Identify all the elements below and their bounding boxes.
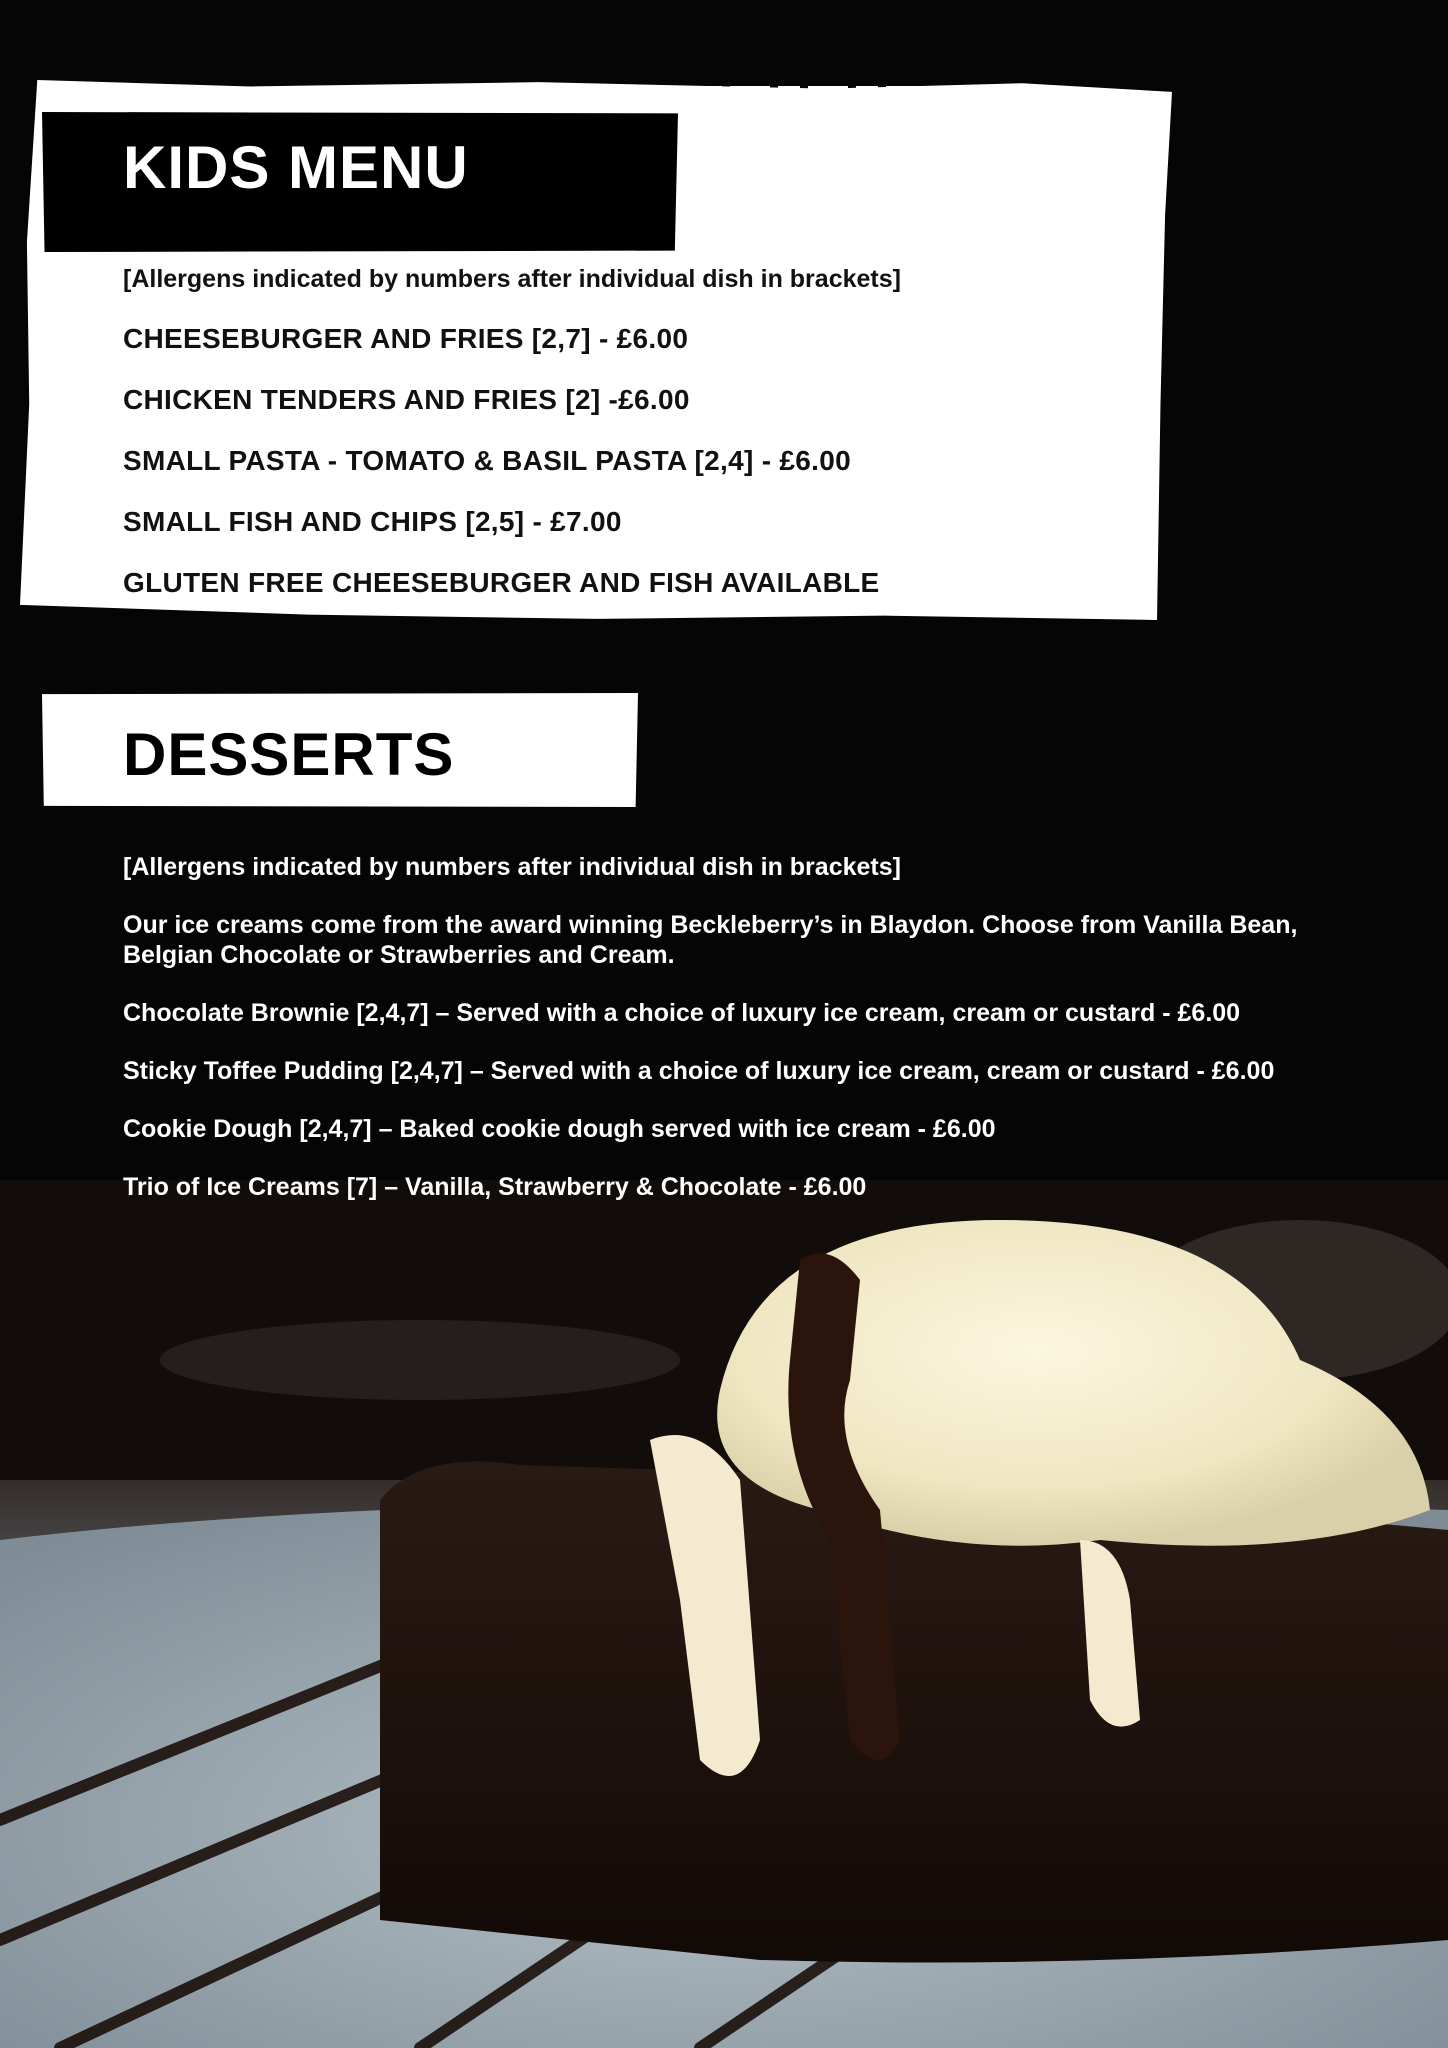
dessert-item: Chocolate Brownie [2,4,7] – Served with a choice of luxury ice cream, cream or custard - £6.00 xyxy=(123,999,1241,1027)
desserts-allergen-note: [Allergens indicated by numbers after individual dish in brackets] xyxy=(123,853,901,881)
desserts-title: DESSERTS xyxy=(123,721,455,788)
dessert-item: Sticky Toffee Pudding [2,4,7] – Served with a choice of luxury ice cream, cream or custard - £6.00 xyxy=(123,1057,1275,1085)
dessert-item: Trio of Ice Creams [7] – Vanilla, Strawberry & Chocolate - £6.00 xyxy=(123,1173,867,1201)
dessert-illustration xyxy=(0,1180,1448,2048)
dessert-item: Cookie Dough [2,4,7] – Baked cookie dough served with ice cream - £6.00 xyxy=(123,1115,996,1143)
kids-allergen-note: [Allergens indicated by numbers after individual dish in brackets] xyxy=(123,265,901,293)
kids-menu-item: CHICKEN TENDERS AND FRIES [2] -£6.00 xyxy=(123,384,690,415)
kids-menu-item: GLUTEN FREE CHEESEBURGER AND FISH AVAILABLE xyxy=(123,567,880,598)
kids-menu-title: KIDS MENU xyxy=(123,134,469,201)
kids-menu-item: CHEESEBURGER AND FRIES [2,7] - £6.00 xyxy=(123,323,689,354)
paper-torn-edge xyxy=(700,86,1000,94)
kids-menu-list xyxy=(123,322,880,627)
kids-menu-item: SMALL FISH AND CHIPS [2,5] - £7.00 xyxy=(123,506,622,537)
desserts-intro: Our ice creams come from the award winning Beckleberry’s in Blaydon. Choose from Vanilla Bean, Belgian Chocolate or Strawberries and Cream. xyxy=(123,911,1298,969)
desserts-content xyxy=(123,852,1393,1230)
brownie-ice-cream-photo xyxy=(0,1180,1448,2048)
kids-menu-item: SMALL PASTA - TOMATO & BASIL PASTA [2,4] - £6.00 xyxy=(123,445,851,476)
